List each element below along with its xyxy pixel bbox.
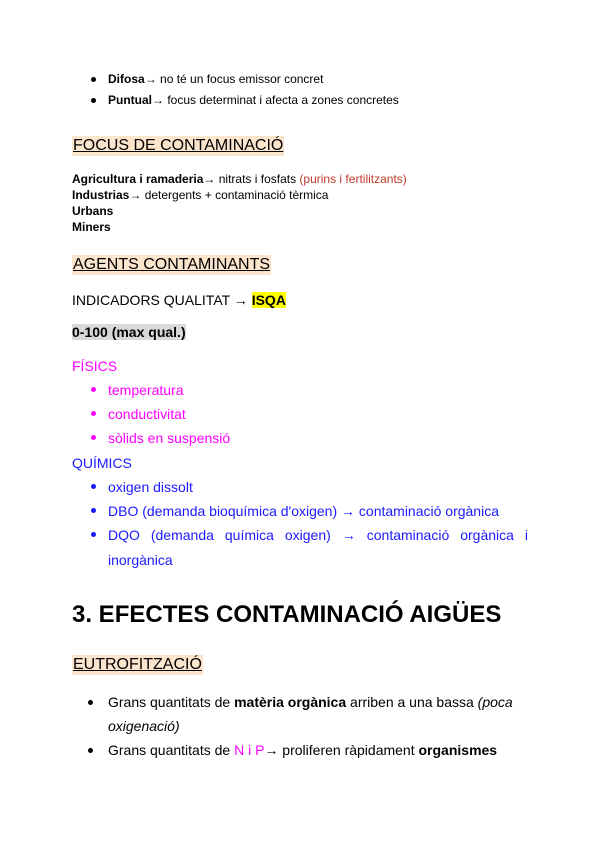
range-line	[72, 323, 186, 341]
focus-line	[72, 171, 407, 187]
text-span: → proliferen ràpidament	[264, 742, 419, 758]
focus-line	[72, 219, 111, 235]
bullet-icon	[91, 508, 96, 513]
quimics-item: DQO (demanda química oxigen) → contaminació orgànica i	[108, 527, 528, 543]
isqa-badge: ISQA	[251, 292, 286, 308]
text-bold: matèria orgànica	[234, 694, 347, 710]
bullet-icon	[88, 748, 93, 753]
section-heading-focus: FOCUS DE CONTAMINACIÓ	[73, 137, 284, 154]
list-item-label: Puntual	[108, 93, 152, 107]
text-span: arriben a una bassa	[346, 694, 478, 710]
text-italic: oxigenació)	[108, 718, 180, 734]
list-item	[108, 92, 399, 108]
focus-line-label: Industrias	[72, 188, 130, 202]
fisics-item: temperatura	[108, 382, 184, 398]
section-heading-agents: AGENTS CONTAMINANTS	[73, 256, 271, 273]
list-item	[108, 71, 323, 87]
text-span: Grans quantitats de	[108, 694, 235, 710]
range-value: 0-100 (max qual.)	[72, 324, 186, 340]
focus-line-label: Agricultura i ramaderia	[72, 172, 204, 186]
quimics-title: QUÍMICS	[72, 455, 132, 471]
focus-line-text: → nitrats i fosfats	[203, 172, 300, 186]
list-item-label: Difosa	[108, 72, 145, 86]
text-colored: N i P	[234, 742, 265, 758]
indicadors-text: INDICADORS QUALITAT →	[72, 292, 252, 308]
text-bold: organismes	[418, 742, 498, 758]
focus-line-extra: (purins i fertilitzants)	[299, 172, 407, 186]
quimics-item: DBO (demanda bioquímica d'oxigen) → contaminació orgànica	[108, 503, 499, 519]
quimics-item: oxigen dissolt	[108, 479, 193, 495]
fisics-title: FÍSICS	[72, 358, 118, 374]
focus-line	[72, 187, 328, 203]
focus-line-label: Miners	[72, 220, 111, 234]
bullet-icon	[91, 532, 96, 537]
bullet-icon	[91, 435, 96, 440]
bullet-icon	[88, 700, 93, 705]
indicadors-line	[72, 291, 286, 309]
focus-line-label: Urbans	[72, 204, 114, 218]
bullet-icon	[91, 411, 96, 416]
focus-line-text: → detergents + contaminació tèrmica	[129, 188, 329, 202]
fisics-item: conductivitat	[108, 406, 186, 422]
focus-line	[72, 203, 113, 219]
bullet-icon	[91, 77, 96, 82]
section-heading-eutrofitzacio: EUTROFITZACIÓ	[73, 656, 202, 673]
bullet-icon	[91, 387, 96, 392]
list-item	[108, 741, 497, 759]
bullet-icon	[91, 98, 96, 103]
list-item	[108, 693, 513, 711]
text-italic: (poca	[477, 694, 513, 710]
fisics-item: sòlids en suspensió	[108, 430, 231, 446]
bullet-icon	[91, 484, 96, 489]
quimics-item-continued: inorgànica	[108, 552, 173, 568]
list-item-continued	[108, 717, 180, 735]
text-span: Grans quantitats de	[108, 742, 235, 758]
list-item-text: → focus determinat i afecta a zones concretes	[152, 93, 399, 107]
list-item-text: → no té un focus emissor concret	[144, 72, 324, 86]
page-title: 3. EFECTES CONTAMINACIÓ AIGÜES	[72, 601, 502, 628]
